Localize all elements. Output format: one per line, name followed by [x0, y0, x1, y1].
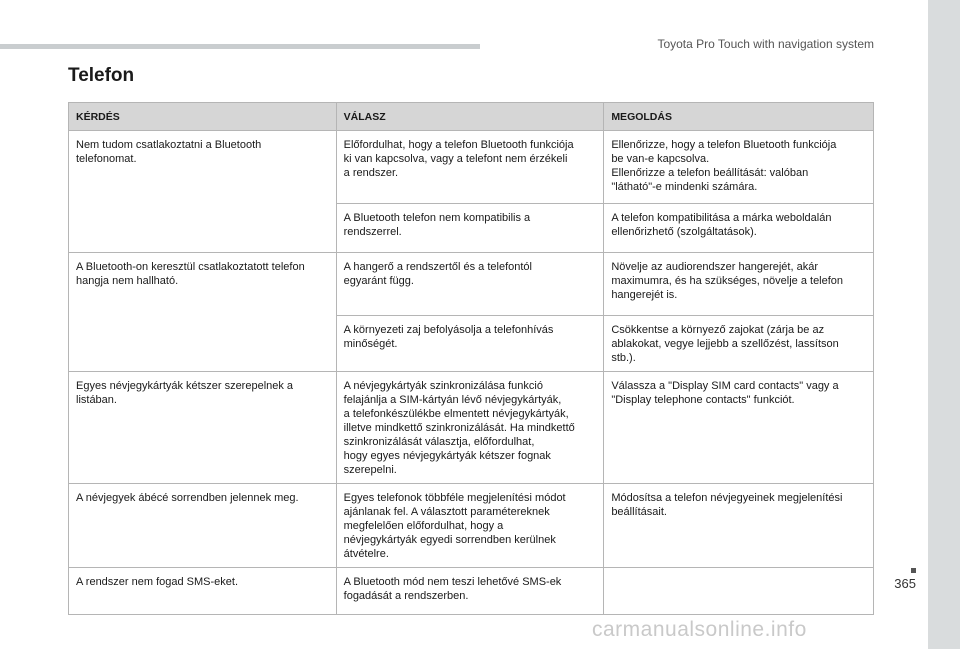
table-row [69, 316, 874, 372]
table-row [69, 372, 874, 484]
side-strip [928, 0, 960, 649]
header-rule [0, 44, 480, 49]
question-cell: A névjegyek ábécé sorrendben jelennek meg. [69, 484, 337, 568]
solution-cell: Növelje az audiorendszer hangerejét, akár maximumra, és ha szükséges, növelje a telefon hangerejét is. [604, 253, 874, 316]
solution-cell: A telefon kompatibilitása a márka weboldalán ellenőrizhető (szolgáltatások). [604, 204, 874, 253]
running-title: Toyota Pro Touch with navigation system [657, 37, 874, 51]
troubleshooting-table [68, 102, 874, 615]
question-cell: A Bluetooth-on keresztül csatlakoztatott telefon hangja nem hallható. [69, 253, 337, 316]
table-row [69, 204, 874, 253]
solution-cell [604, 568, 874, 615]
answer-cell: A környezeti zaj befolyásolja a telefonhívás minőségét. [336, 316, 604, 372]
solution-cell: Módosítsa a telefon névjegyeinek megjelenítési beállításait. [604, 484, 874, 568]
solution-cell: Válassza a "Display SIM card contacts" vagy a "Display telephone contacts" funkciót. [604, 372, 874, 484]
column-header-solution: MEGOLDÁS [604, 103, 874, 131]
table-row [69, 484, 874, 568]
question-cell: A rendszer nem fogad SMS-eket. [69, 568, 337, 615]
table-header-row [69, 103, 874, 131]
answer-cell: Egyes telefonok többféle megjelenítési módot ajánlanak fel. A választott paramétereknek megfelelően előfordulhat, hogy a névjegykártyák egyedi sorrendben kerülnek átvételre. [336, 484, 604, 568]
question-cell [69, 316, 337, 372]
table-row [69, 131, 874, 204]
page-marker [911, 568, 916, 573]
solution-cell: Ellenőrizze, hogy a telefon Bluetooth funkciója be van-e kapcsolva. Ellenőrizze a telefon beállítását: valóban "látható"-e mindenki számára. [604, 131, 874, 204]
page-number: 365 [894, 576, 916, 591]
answer-cell: A Bluetooth mód nem teszi lehetővé SMS-ek fogadását a rendszerben. [336, 568, 604, 615]
question-cell: Egyes névjegykártyák kétszer szerepelnek a listában. [69, 372, 337, 484]
column-header-answer: VÁLASZ [336, 103, 604, 131]
table-row [69, 568, 874, 615]
page-title: Telefon [68, 65, 135, 86]
answer-cell: A névjegykártyák szinkronizálása funkció felajánlja a SIM-kártyán lévő névjegykártyák, a telefonkészülékbe elmentett névjegykártyák, illetve mindkettő szinkronizálását. Ha mindkettő szinkronizálását választja, előfordulhat, hogy egyes névjegykártyák kétszer fognak szerepelni. [336, 372, 604, 484]
answer-cell: A Bluetooth telefon nem kompatibilis a rendszerrel. [336, 204, 604, 253]
answer-cell: Előfordulhat, hogy a telefon Bluetooth funkciója ki van kapcsolva, vagy a telefont nem érzékeli a rendszer. [336, 131, 604, 204]
watermark: carmanualsonline.info [592, 618, 807, 641]
answer-cell: A hangerő a rendszertől és a telefontól egyaránt függ. [336, 253, 604, 316]
question-cell [69, 204, 337, 253]
column-header-question: KÉRDÉS [69, 103, 337, 131]
solution-cell: Csökkentse a környező zajokat (zárja be az ablakokat, vegye lejjebb a szellőzést, lassítson stb.). [604, 316, 874, 372]
question-cell: Nem tudom csatlakoztatni a Bluetooth telefonomat. [69, 131, 337, 204]
table-row [69, 253, 874, 316]
